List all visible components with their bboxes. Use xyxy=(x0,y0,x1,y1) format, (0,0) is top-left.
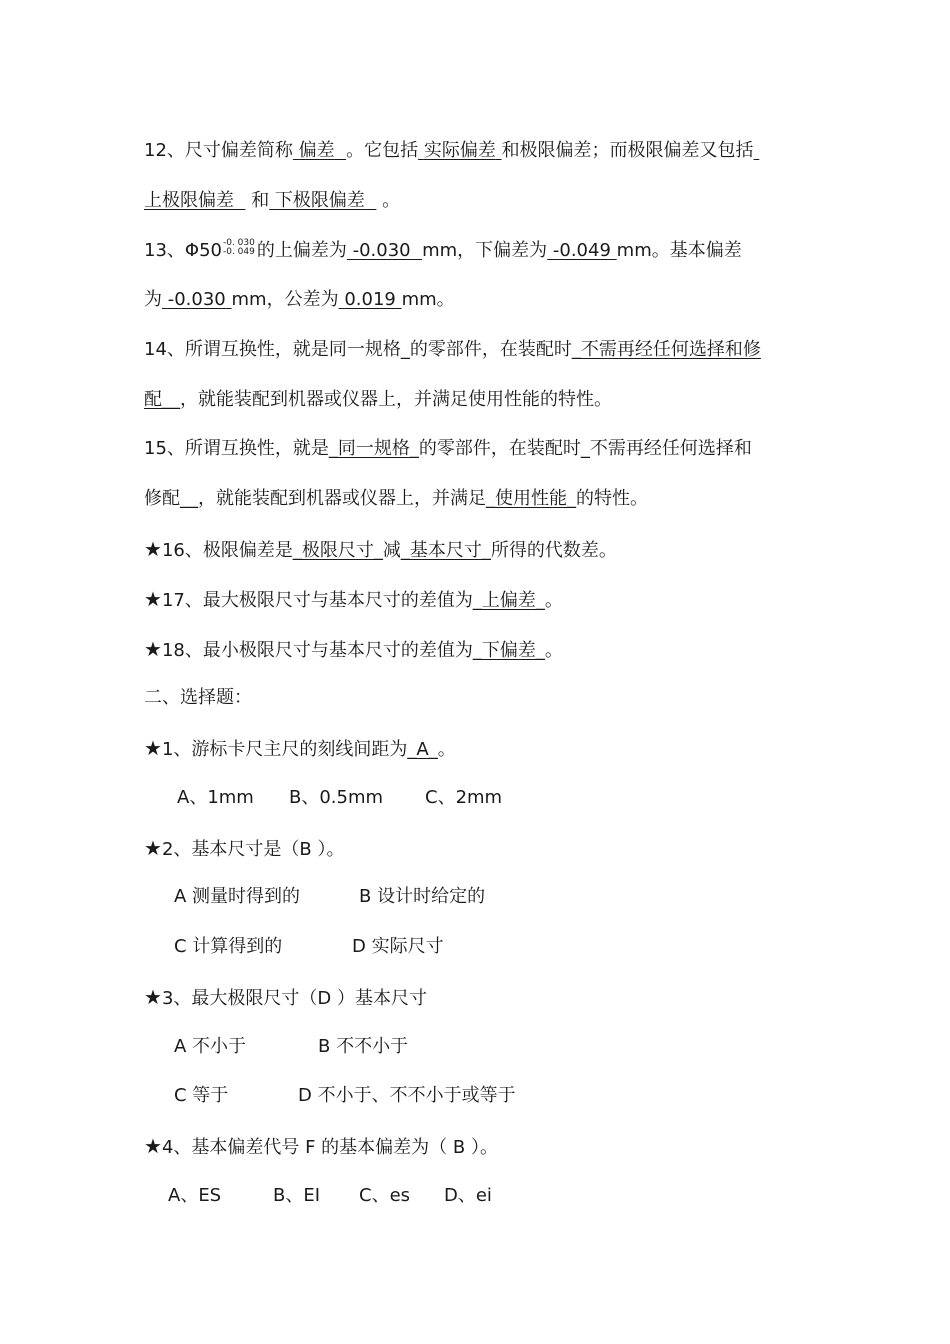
q16-answer-1: _极限尺寸_ xyxy=(292,540,383,561)
q15-text: 修配__，就能装配到机器或仪器上，并满足 xyxy=(144,488,486,509)
choice3-option-a: A 不小于 xyxy=(174,1036,247,1057)
q18-line xyxy=(144,637,563,663)
q15-answer-1: _同一规格_ xyxy=(328,438,419,459)
q15-line1 xyxy=(144,437,752,461)
choice2-option-a: A 测量时得到的 xyxy=(174,886,301,907)
q13-text: mm，公差为 xyxy=(231,289,339,310)
q18-text: 。 xyxy=(544,640,563,661)
q12-answer-1: 偏差 xyxy=(298,140,335,161)
choice3-option-b: B 不不小于 xyxy=(318,1036,409,1057)
q13-text: 13、Φ50 xyxy=(144,240,222,261)
q12-text: 。它包括 xyxy=(346,140,419,161)
q15-line2 xyxy=(144,487,648,511)
q12-answer-2: 实际偏差 xyxy=(423,140,496,161)
section-heading: 二、选择题： xyxy=(144,687,252,708)
q12-answer-3: 上极限偏差 xyxy=(144,190,234,211)
star-icon: ★ xyxy=(144,1134,162,1158)
q12-line1 xyxy=(144,139,759,163)
q12-text: 和极限偏差；而极限偏差又包括 xyxy=(501,140,754,161)
q18-answer: _下偏差_ xyxy=(472,640,545,661)
q13-line1 xyxy=(144,239,742,263)
star-icon: ★ xyxy=(144,985,162,1009)
choice1-text: 1、游标卡尺主尺的刻线间距为 xyxy=(161,739,408,760)
q16-line xyxy=(144,537,617,563)
q14-line1 xyxy=(144,338,761,362)
choice2-question xyxy=(144,836,344,862)
choice2-option-c: C 计算得到的 xyxy=(174,936,283,957)
q14-answer: 配__ xyxy=(144,389,180,410)
choice3-question xyxy=(144,985,427,1011)
q15-text: 的特性。 xyxy=(576,488,648,509)
q17-text: 。 xyxy=(544,590,563,611)
q12-text: 12、尺寸偏差简称 xyxy=(144,140,293,161)
choice4-option-c: C、es xyxy=(359,1185,411,1206)
star-icon: ★ xyxy=(144,736,162,760)
star-icon: ★ xyxy=(144,587,162,611)
q13-text: 的上偏差为 xyxy=(256,240,347,261)
q13-answer-3: -0.030 xyxy=(167,289,226,310)
q18-text: 18、最小极限尺寸与基本尺寸的差值为 xyxy=(161,640,473,661)
q13-line2 xyxy=(144,288,455,312)
choice1-answer: _A_ xyxy=(407,739,438,760)
q12-text: 。 xyxy=(382,190,401,211)
q17-text: 17、最大极限尺寸与基本尺寸的差值为 xyxy=(161,590,473,611)
q17-answer: _上偏差_ xyxy=(472,590,545,611)
q15-text: 的零部件，在装配时_不需再经任何选择和 xyxy=(418,438,752,459)
q13-answer-4: 0.019 xyxy=(344,289,396,310)
star-icon: ★ xyxy=(144,537,162,561)
q14-line2 xyxy=(144,388,612,412)
q13-text: mm，下偏差为 xyxy=(422,240,548,261)
q15-text: 15、所谓互换性，就是 xyxy=(144,438,329,459)
choice3-option-c: C 等于 xyxy=(174,1085,229,1106)
choice3-text: 3、最大极限尺寸（D ）基本尺寸 xyxy=(161,988,427,1009)
choice1-option-c: C、2mm xyxy=(425,787,503,808)
q14-text: ，就能装配到机器或仪器上，并满足使用性能的特性。 xyxy=(180,389,612,410)
choice1-question: ★1、游标卡尺主尺的刻线间距为_A_。 xyxy=(144,736,456,760)
choice2-option-b: B 设计时给定的 xyxy=(359,886,486,907)
tolerance-superscript: -0. 030 -0. 049 xyxy=(222,238,255,257)
choice2-text: 2、基本尺寸是（B ）。 xyxy=(161,839,345,860)
q12-answer-4: 下极限偏差 xyxy=(274,190,365,211)
star-icon: ★ xyxy=(144,836,162,860)
q16-answer-2: _基本尺寸_ xyxy=(400,540,491,561)
q13-text: mm。基本偏差 xyxy=(616,240,742,261)
q16-text: 所得的代数差。 xyxy=(490,540,617,561)
choice4-option-d: D、ei xyxy=(444,1185,492,1206)
choice1-option-b: B、0.5mm xyxy=(289,787,384,808)
q15-answer-2: _使用性能_ xyxy=(486,488,576,509)
q16-text: 减 xyxy=(382,540,401,561)
q13-text: mm。 xyxy=(401,289,455,310)
choice4-question xyxy=(144,1134,498,1160)
choice2-option-d: D 实际尺寸 xyxy=(352,936,444,957)
q12-text: 和 xyxy=(251,190,270,211)
q12-line2 xyxy=(144,189,400,213)
q13-answer-1: -0.030 xyxy=(352,240,411,261)
q14-answer: _不需再经任何选择和修 xyxy=(571,339,761,360)
choice4-option-a: A、ES xyxy=(168,1185,222,1206)
choice1-option-a: A、1mm xyxy=(177,787,254,808)
star-icon: ★ xyxy=(144,637,162,661)
choice3-option-d: D 不小于、不不小于或等于 xyxy=(298,1085,516,1106)
q17-line xyxy=(144,587,563,613)
q16-text: 16、极限偏差是 xyxy=(161,540,293,561)
q13-text: 为 xyxy=(144,289,162,310)
choice4-text: 4、基本偏差代号 F 的基本偏差为（ B ）。 xyxy=(161,1137,498,1158)
q13-answer-2: -0.049 xyxy=(552,240,611,261)
choice4-option-b: B、EI xyxy=(273,1185,321,1206)
q14-text: 14、所谓互换性，就是同一规格_的零部件，在装配时 xyxy=(144,339,572,360)
